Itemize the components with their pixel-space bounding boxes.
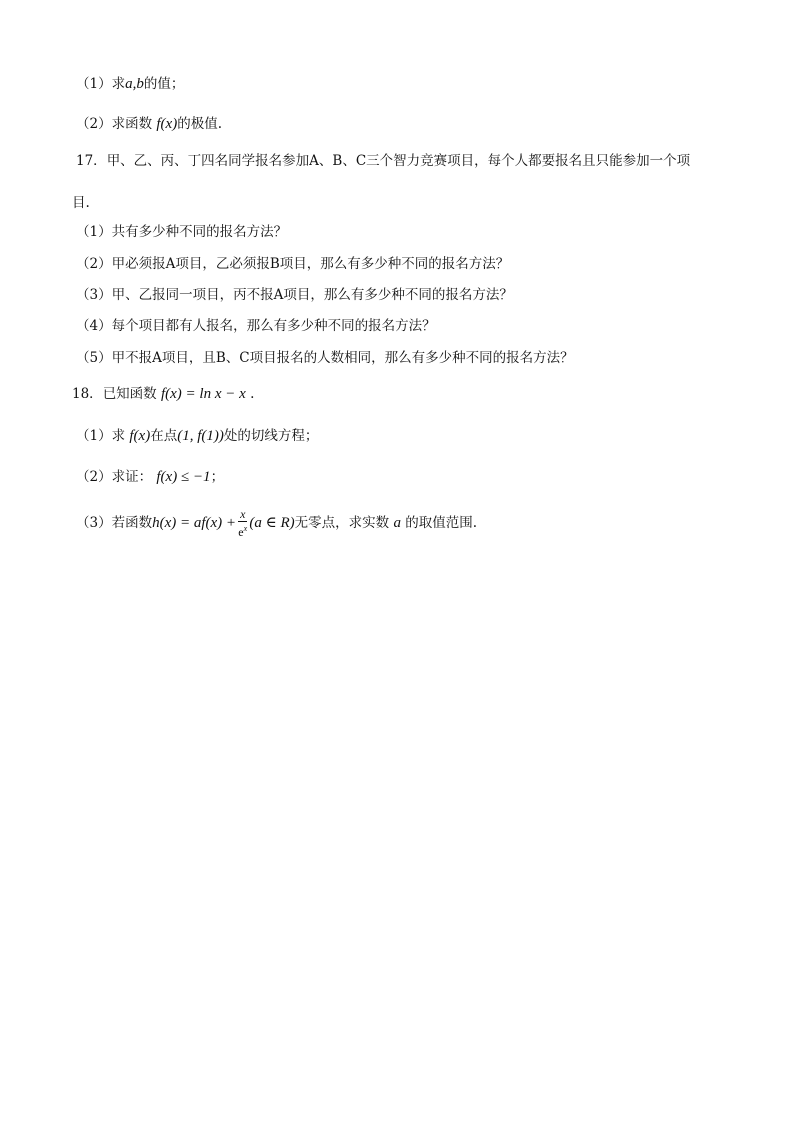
p17-q2: （2）甲必须报A项目，乙必须报B项目，那么有多少种不同的报名方法？ — [76, 256, 510, 272]
p18-q1-function: f(x) — [129, 428, 151, 444]
p18-q3-suffix-a: 无零点，求实数 — [294, 515, 390, 531]
p17-q5: （5）甲不报A项目，且B、C项目报名的人数相同，那么有多少种不同的报名方法？ — [76, 350, 574, 366]
p17-stem-cont — [72, 193, 90, 213]
p16-q2-suffix: 的极值. — [177, 116, 223, 132]
p18-q1-point: (1, f(1)) — [177, 428, 224, 444]
p18-q3-denominator-base: e — [238, 525, 244, 539]
p18-q3-condition: (a ∈ R) — [249, 515, 295, 531]
p16-q1-math: a,b — [125, 76, 144, 92]
p18-q3-variable-a: a — [393, 515, 401, 531]
p18-q3-fraction — [238, 508, 247, 539]
p18-q2 — [76, 467, 224, 487]
p18-q3-suffix-b: 的取值范围. — [405, 515, 478, 531]
p18-number: 18． — [72, 386, 103, 402]
p16-q1 — [76, 74, 184, 94]
p16-q2 — [76, 114, 222, 134]
p18-q3 — [76, 508, 477, 539]
p17-number: 17． — [76, 153, 107, 169]
p18-stem-prefix: 已知函数 — [102, 386, 157, 402]
p18-q3-fraction-denominator — [238, 522, 247, 539]
p18-q2-prefix: （2）求证： — [76, 469, 153, 485]
p18-q3-prefix: （3）若函数 — [76, 515, 153, 531]
p18-q2-inequality: f(x) ≤ −1 — [156, 469, 211, 485]
p18-q1-mid: 在点 — [150, 428, 178, 444]
p17-q3: （3）甲、乙报同一项目，丙不报A项目，那么有多少种不同的报名方法？ — [76, 287, 513, 303]
p18-stem-suffix: . — [250, 386, 255, 402]
p17-stem-line1: 甲、乙、丙、丁四名同学报名参加A、B、C三个智力竞赛项目，每个人都要报名且只能参加一个项 — [106, 153, 691, 169]
p16-q2-math: f(x) — [156, 116, 178, 132]
p18-function-formula: f(x) = ln x − x — [160, 386, 246, 402]
p16-q2-prefix: （2）求函数 — [76, 116, 153, 132]
p18-q1 — [76, 426, 318, 446]
p17-stem-line2: 目. — [72, 195, 90, 211]
p18-q3-h-formula: h(x) = af(x) + — [152, 515, 237, 531]
p16-q1-suffix: 的值； — [143, 76, 185, 92]
p17-stem — [76, 151, 690, 171]
p18-q1-prefix: （1）求 — [76, 428, 126, 444]
p17-q1: （1）共有多少种不同的报名方法？ — [76, 224, 288, 240]
p17-q4: （4）每个项目都有人报名，那么有多少种不同的报名方法？ — [76, 318, 436, 334]
p18-q3-fraction-numerator: x — [240, 507, 246, 521]
p16-q1-prefix: （1）求 — [76, 76, 126, 92]
p18-q1-suffix: 处的切线方程； — [223, 428, 319, 444]
p18-q2-suffix: ； — [210, 469, 225, 485]
p18-q3-denominator-exponent: x — [243, 524, 248, 533]
p18-stem — [72, 384, 254, 404]
